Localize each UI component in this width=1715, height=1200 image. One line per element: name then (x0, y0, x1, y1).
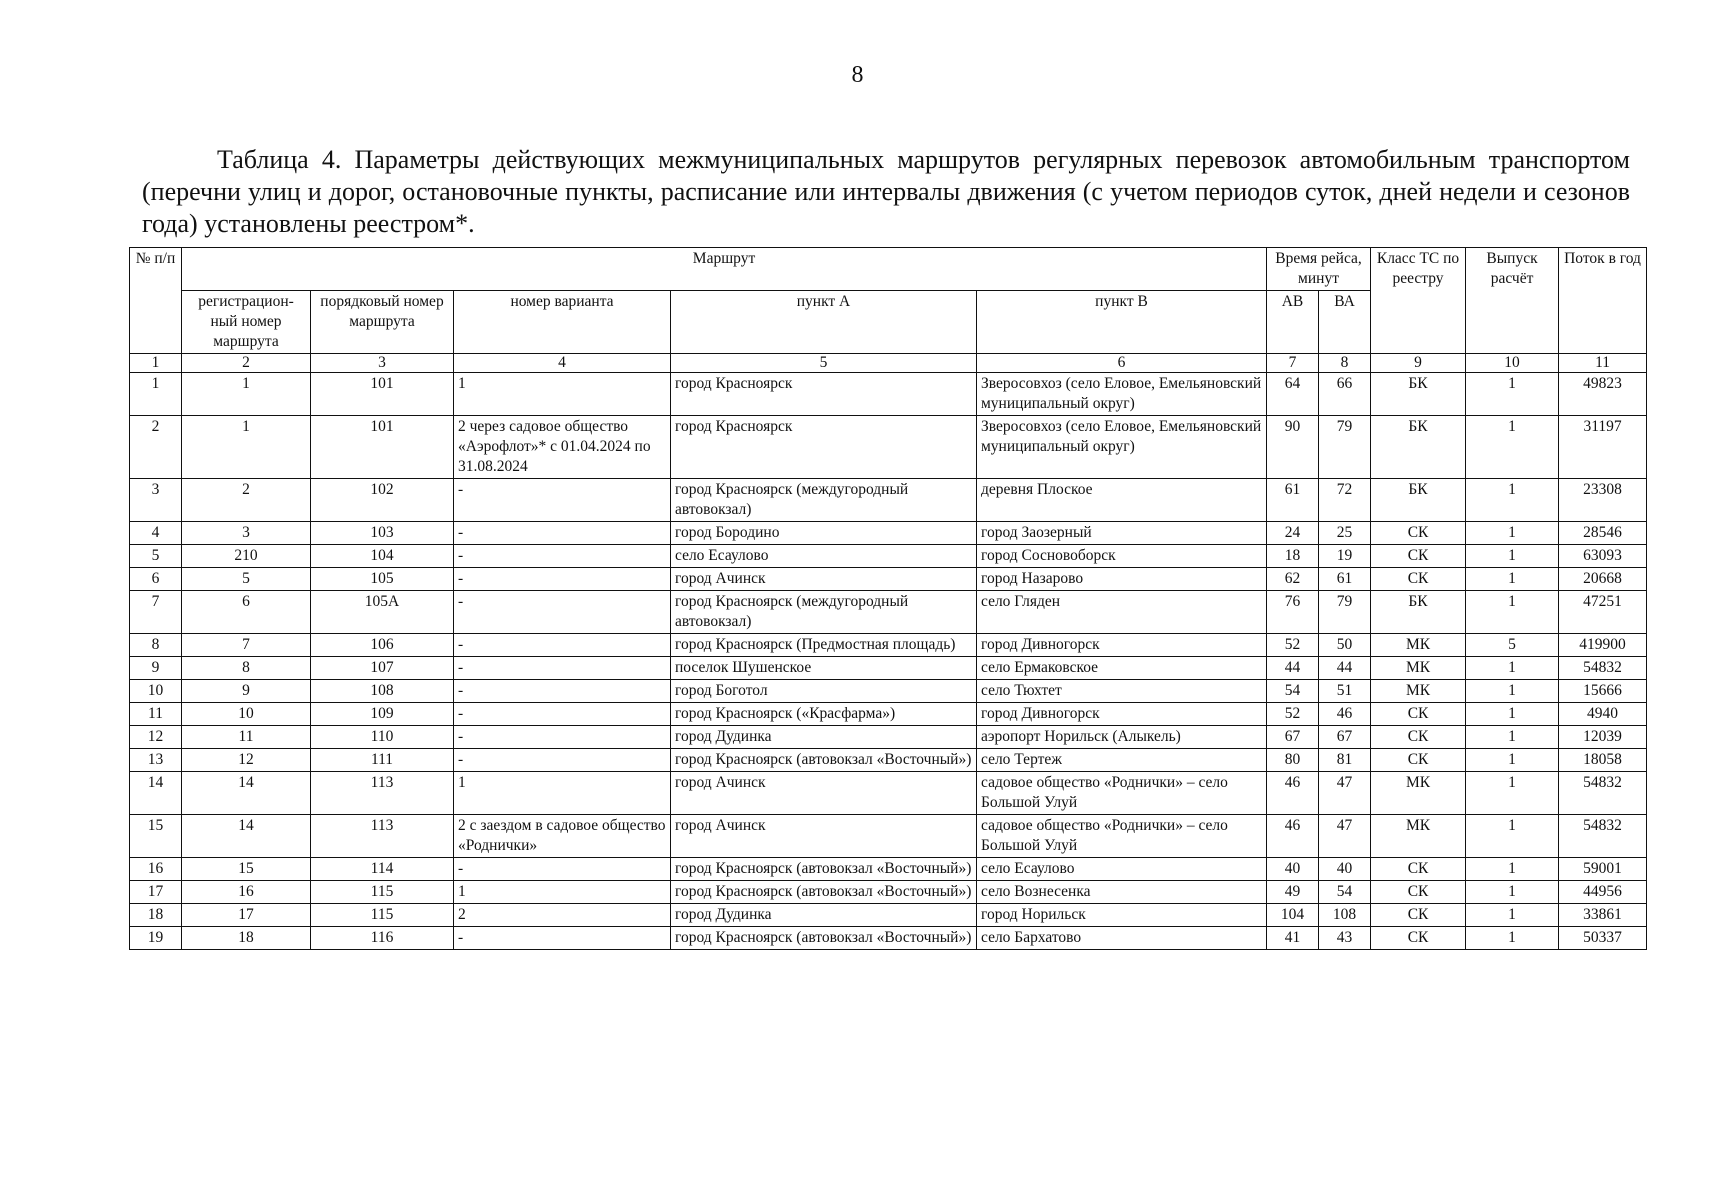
row-number: 2 (130, 416, 182, 479)
header-point-a: пункт А (671, 291, 977, 354)
annual-flow-cell: 23308 (1559, 479, 1647, 522)
release-cell: 1 (1466, 568, 1559, 591)
header-reg-no: регистрацион-ный номер маршрута (182, 291, 311, 354)
header-point-b: пункт В (977, 291, 1267, 354)
table-row (130, 634, 1647, 657)
header-time: Время рейса, минут (1267, 248, 1371, 291)
variant-cell: - (454, 545, 671, 568)
point-b-cell: Зверосовхоз (село Еловое, Емельяновский муниципальный округ) (977, 373, 1267, 416)
column-number: 6 (977, 354, 1267, 373)
release-cell: 1 (1466, 726, 1559, 749)
release-cell: 1 (1466, 927, 1559, 950)
table-row (130, 479, 1647, 522)
variant-cell: - (454, 568, 671, 591)
time-ba-cell: 44 (1319, 657, 1371, 680)
seq-number-cell: 105 (311, 568, 454, 591)
page-number: 8 (851, 62, 864, 88)
annual-flow-cell: 15666 (1559, 680, 1647, 703)
vehicle-class-cell: БК (1371, 591, 1466, 634)
header-release: Выпуск расчёт (1466, 248, 1559, 354)
header-seq-no: порядковый номер маршрута (311, 291, 454, 354)
row-number: 9 (130, 657, 182, 680)
reg-number-cell: 10 (182, 703, 311, 726)
point-a-cell: город Красноярск (автовокзал «Восточный») (671, 927, 977, 950)
table-row (130, 726, 1647, 749)
column-number: 3 (311, 354, 454, 373)
seq-number-cell: 110 (311, 726, 454, 749)
point-a-cell: город Красноярск (автовокзал «Восточный») (671, 858, 977, 881)
table-row (130, 680, 1647, 703)
reg-number-cell: 1 (182, 373, 311, 416)
header-flow: Поток в год (1559, 248, 1647, 354)
row-number: 4 (130, 522, 182, 545)
annual-flow-cell: 54832 (1559, 815, 1647, 858)
reg-number-cell: 14 (182, 772, 311, 815)
point-b-cell: село Вознесенка (977, 881, 1267, 904)
time-ba-cell: 79 (1319, 416, 1371, 479)
row-number: 19 (130, 927, 182, 950)
time-ba-cell: 19 (1319, 545, 1371, 568)
table-caption: Таблица 4. Параметры действующих межмуниципальных маршрутов регулярных перевозок автомобильным транспортом (перечни улиц и дорог, остановочные пункты, расписание или интервалы движения (с учетом периодов суток, дней недели и сезонов года) установлены реестром*. (142, 145, 1630, 238)
time-ba-cell: 108 (1319, 904, 1371, 927)
point-a-cell: город Красноярск (междугородный автовокзал) (671, 479, 977, 522)
vehicle-class-cell: СК (1371, 522, 1466, 545)
release-cell: 1 (1466, 703, 1559, 726)
point-a-cell: город Красноярск (Предмостная площадь) (671, 634, 977, 657)
reg-number-cell: 14 (182, 815, 311, 858)
routes-table-body (130, 373, 1647, 950)
point-a-cell: город Боготол (671, 680, 977, 703)
point-a-cell: город Красноярск (междугородный автовокзал) (671, 591, 977, 634)
annual-flow-cell: 50337 (1559, 927, 1647, 950)
time-ba-cell: 81 (1319, 749, 1371, 772)
point-b-cell: село Тертеж (977, 749, 1267, 772)
time-ab-cell: 46 (1267, 815, 1319, 858)
variant-cell: - (454, 479, 671, 522)
time-ab-cell: 18 (1267, 545, 1319, 568)
reg-number-cell: 1 (182, 416, 311, 479)
time-ab-cell: 41 (1267, 927, 1319, 950)
time-ab-cell: 76 (1267, 591, 1319, 634)
seq-number-cell: 115 (311, 881, 454, 904)
table-row (130, 591, 1647, 634)
time-ba-cell: 47 (1319, 815, 1371, 858)
row-number: 12 (130, 726, 182, 749)
vehicle-class-cell: СК (1371, 545, 1466, 568)
column-number: 10 (1466, 354, 1559, 373)
annual-flow-cell: 18058 (1559, 749, 1647, 772)
time-ab-cell: 52 (1267, 703, 1319, 726)
annual-flow-cell: 54832 (1559, 772, 1647, 815)
seq-number-cell: 113 (311, 815, 454, 858)
header-route: Маршрут (182, 248, 1267, 291)
seq-number-cell: 102 (311, 479, 454, 522)
time-ba-cell: 54 (1319, 881, 1371, 904)
time-ab-cell: 62 (1267, 568, 1319, 591)
time-ab-cell: 64 (1267, 373, 1319, 416)
time-ab-cell: 104 (1267, 904, 1319, 927)
annual-flow-cell: 54832 (1559, 657, 1647, 680)
release-cell: 1 (1466, 881, 1559, 904)
release-cell: 1 (1466, 479, 1559, 522)
reg-number-cell: 3 (182, 522, 311, 545)
table-row (130, 522, 1647, 545)
point-a-cell: город Красноярск («Красфарма») (671, 703, 977, 726)
annual-flow-cell: 59001 (1559, 858, 1647, 881)
reg-number-cell: 2 (182, 479, 311, 522)
release-cell: 1 (1466, 680, 1559, 703)
table-row (130, 373, 1647, 416)
vehicle-class-cell: СК (1371, 904, 1466, 927)
column-number: 11 (1559, 354, 1647, 373)
variant-cell: 2 с заездом в садовое общество «Роднички» (454, 815, 671, 858)
seq-number-cell: 101 (311, 373, 454, 416)
annual-flow-cell: 4940 (1559, 703, 1647, 726)
point-b-cell: аэропорт Норильск (Алыкель) (977, 726, 1267, 749)
point-b-cell: село Тюхтет (977, 680, 1267, 703)
header-ba: ВА (1319, 291, 1371, 354)
time-ab-cell: 24 (1267, 522, 1319, 545)
row-number: 14 (130, 772, 182, 815)
seq-number-cell: 104 (311, 545, 454, 568)
annual-flow-cell: 12039 (1559, 726, 1647, 749)
variant-cell: - (454, 657, 671, 680)
column-number: 8 (1319, 354, 1371, 373)
point-b-cell: село Бархатово (977, 927, 1267, 950)
variant-cell: 2 (454, 904, 671, 927)
table-row (130, 568, 1647, 591)
time-ba-cell: 61 (1319, 568, 1371, 591)
reg-number-cell: 8 (182, 657, 311, 680)
vehicle-class-cell: БК (1371, 416, 1466, 479)
time-ba-cell: 66 (1319, 373, 1371, 416)
release-cell: 1 (1466, 772, 1559, 815)
variant-cell: - (454, 703, 671, 726)
point-b-cell: город Дивногорск (977, 634, 1267, 657)
row-number: 18 (130, 904, 182, 927)
variant-cell: - (454, 591, 671, 634)
vehicle-class-cell: СК (1371, 858, 1466, 881)
seq-number-cell: 115 (311, 904, 454, 927)
release-cell: 1 (1466, 373, 1559, 416)
column-number: 7 (1267, 354, 1319, 373)
point-a-cell: город Ачинск (671, 815, 977, 858)
row-number: 10 (130, 680, 182, 703)
point-b-cell: село Есаулово (977, 858, 1267, 881)
point-a-cell: город Бородино (671, 522, 977, 545)
reg-number-cell: 7 (182, 634, 311, 657)
point-a-cell: поселок Шушенское (671, 657, 977, 680)
release-cell: 1 (1466, 904, 1559, 927)
point-b-cell: город Сосновоборск (977, 545, 1267, 568)
point-a-cell: город Красноярск (671, 416, 977, 479)
vehicle-class-cell: БК (1371, 373, 1466, 416)
point-a-cell: город Ачинск (671, 568, 977, 591)
time-ba-cell: 50 (1319, 634, 1371, 657)
reg-number-cell: 11 (182, 726, 311, 749)
point-b-cell: город Назарово (977, 568, 1267, 591)
table-row (130, 749, 1647, 772)
row-number: 17 (130, 881, 182, 904)
time-ba-cell: 51 (1319, 680, 1371, 703)
annual-flow-cell: 63093 (1559, 545, 1647, 568)
variant-cell: - (454, 680, 671, 703)
table-row (130, 815, 1647, 858)
time-ab-cell: 46 (1267, 772, 1319, 815)
header-variant: номер варианта (454, 291, 671, 354)
table-row (130, 927, 1647, 950)
table-row (130, 545, 1647, 568)
variant-cell: - (454, 858, 671, 881)
header-class: Класс ТС по реестру (1371, 248, 1466, 354)
column-number: 2 (182, 354, 311, 373)
annual-flow-cell: 47251 (1559, 591, 1647, 634)
vehicle-class-cell: СК (1371, 749, 1466, 772)
seq-number-cell: 107 (311, 657, 454, 680)
time-ab-cell: 67 (1267, 726, 1319, 749)
reg-number-cell: 16 (182, 881, 311, 904)
seq-number-cell: 106 (311, 634, 454, 657)
column-number: 4 (454, 354, 671, 373)
time-ba-cell: 67 (1319, 726, 1371, 749)
point-a-cell: город Красноярск (671, 373, 977, 416)
routes-table (129, 247, 1647, 950)
variant-cell: 1 (454, 881, 671, 904)
variant-cell: - (454, 522, 671, 545)
vehicle-class-cell: МК (1371, 657, 1466, 680)
annual-flow-cell: 28546 (1559, 522, 1647, 545)
table-row (130, 772, 1647, 815)
table-row (130, 416, 1647, 479)
row-number: 7 (130, 591, 182, 634)
point-b-cell: город Заозерный (977, 522, 1267, 545)
table-row (130, 904, 1647, 927)
release-cell: 1 (1466, 749, 1559, 772)
time-ab-cell: 44 (1267, 657, 1319, 680)
time-ab-cell: 80 (1267, 749, 1319, 772)
row-number: 5 (130, 545, 182, 568)
time-ba-cell: 46 (1319, 703, 1371, 726)
variant-cell: - (454, 749, 671, 772)
vehicle-class-cell: МК (1371, 772, 1466, 815)
release-cell: 1 (1466, 591, 1559, 634)
vehicle-class-cell: СК (1371, 927, 1466, 950)
reg-number-cell: 12 (182, 749, 311, 772)
variant-cell: 1 (454, 373, 671, 416)
time-ab-cell: 49 (1267, 881, 1319, 904)
reg-number-cell: 9 (182, 680, 311, 703)
point-b-cell: Зверосовхоз (село Еловое, Емельяновский муниципальный округ) (977, 416, 1267, 479)
variant-cell: - (454, 927, 671, 950)
reg-number-cell: 17 (182, 904, 311, 927)
time-ab-cell: 61 (1267, 479, 1319, 522)
header-ab: АВ (1267, 291, 1319, 354)
seq-number-cell: 103 (311, 522, 454, 545)
point-a-cell: город Красноярск (автовокзал «Восточный») (671, 749, 977, 772)
release-cell: 1 (1466, 545, 1559, 568)
point-a-cell: город Дудинка (671, 904, 977, 927)
release-cell: 1 (1466, 858, 1559, 881)
time-ba-cell: 25 (1319, 522, 1371, 545)
table-row (130, 703, 1647, 726)
variant-cell: 2 через садовое общество «Аэрофлот»* с 01.04.2024 по 31.08.2024 (454, 416, 671, 479)
vehicle-class-cell: СК (1371, 726, 1466, 749)
time-ba-cell: 72 (1319, 479, 1371, 522)
release-cell: 1 (1466, 522, 1559, 545)
reg-number-cell: 6 (182, 591, 311, 634)
variant-cell: 1 (454, 772, 671, 815)
annual-flow-cell: 44956 (1559, 881, 1647, 904)
column-number: 1 (130, 354, 182, 373)
annual-flow-cell: 20668 (1559, 568, 1647, 591)
seq-number-cell: 108 (311, 680, 454, 703)
vehicle-class-cell: МК (1371, 680, 1466, 703)
vehicle-class-cell: СК (1371, 703, 1466, 726)
time-ab-cell: 40 (1267, 858, 1319, 881)
point-a-cell: село Есаулово (671, 545, 977, 568)
release-cell: 1 (1466, 416, 1559, 479)
reg-number-cell: 5 (182, 568, 311, 591)
point-a-cell: город Дудинка (671, 726, 977, 749)
time-ab-cell: 52 (1267, 634, 1319, 657)
time-ba-cell: 43 (1319, 927, 1371, 950)
point-a-cell: город Ачинск (671, 772, 977, 815)
vehicle-class-cell: МК (1371, 815, 1466, 858)
point-b-cell: город Норильск (977, 904, 1267, 927)
point-b-cell: село Ермаковское (977, 657, 1267, 680)
row-number: 6 (130, 568, 182, 591)
header-no: № п/п (130, 248, 182, 354)
point-b-cell: садовое общество «Роднички» – село Большой Улуй (977, 772, 1267, 815)
point-a-cell: город Красноярск (автовокзал «Восточный») (671, 881, 977, 904)
row-number: 11 (130, 703, 182, 726)
seq-number-cell: 105А (311, 591, 454, 634)
seq-number-cell: 109 (311, 703, 454, 726)
vehicle-class-cell: МК (1371, 634, 1466, 657)
column-number: 9 (1371, 354, 1466, 373)
annual-flow-cell: 31197 (1559, 416, 1647, 479)
release-cell: 1 (1466, 657, 1559, 680)
time-ab-cell: 54 (1267, 680, 1319, 703)
vehicle-class-cell: БК (1371, 479, 1466, 522)
annual-flow-cell: 33861 (1559, 904, 1647, 927)
time-ba-cell: 79 (1319, 591, 1371, 634)
table-row (130, 858, 1647, 881)
point-b-cell: деревня Плоское (977, 479, 1267, 522)
table-row (130, 657, 1647, 680)
release-cell: 5 (1466, 634, 1559, 657)
variant-cell: - (454, 634, 671, 657)
row-number: 15 (130, 815, 182, 858)
annual-flow-cell: 49823 (1559, 373, 1647, 416)
point-b-cell: город Дивногорск (977, 703, 1267, 726)
time-ba-cell: 40 (1319, 858, 1371, 881)
seq-number-cell: 101 (311, 416, 454, 479)
release-cell: 1 (1466, 815, 1559, 858)
seq-number-cell: 113 (311, 772, 454, 815)
time-ba-cell: 47 (1319, 772, 1371, 815)
column-number: 5 (671, 354, 977, 373)
seq-number-cell: 111 (311, 749, 454, 772)
table-row (130, 881, 1647, 904)
reg-number-cell: 210 (182, 545, 311, 568)
point-b-cell: садовое общество «Роднички» – село Большой Улуй (977, 815, 1267, 858)
vehicle-class-cell: СК (1371, 881, 1466, 904)
row-number: 8 (130, 634, 182, 657)
row-number: 13 (130, 749, 182, 772)
seq-number-cell: 116 (311, 927, 454, 950)
seq-number-cell: 114 (311, 858, 454, 881)
reg-number-cell: 18 (182, 927, 311, 950)
row-number: 16 (130, 858, 182, 881)
row-number: 3 (130, 479, 182, 522)
annual-flow-cell: 419900 (1559, 634, 1647, 657)
variant-cell: - (454, 726, 671, 749)
row-number: 1 (130, 373, 182, 416)
vehicle-class-cell: СК (1371, 568, 1466, 591)
time-ab-cell: 90 (1267, 416, 1319, 479)
reg-number-cell: 15 (182, 858, 311, 881)
point-b-cell: село Гляден (977, 591, 1267, 634)
